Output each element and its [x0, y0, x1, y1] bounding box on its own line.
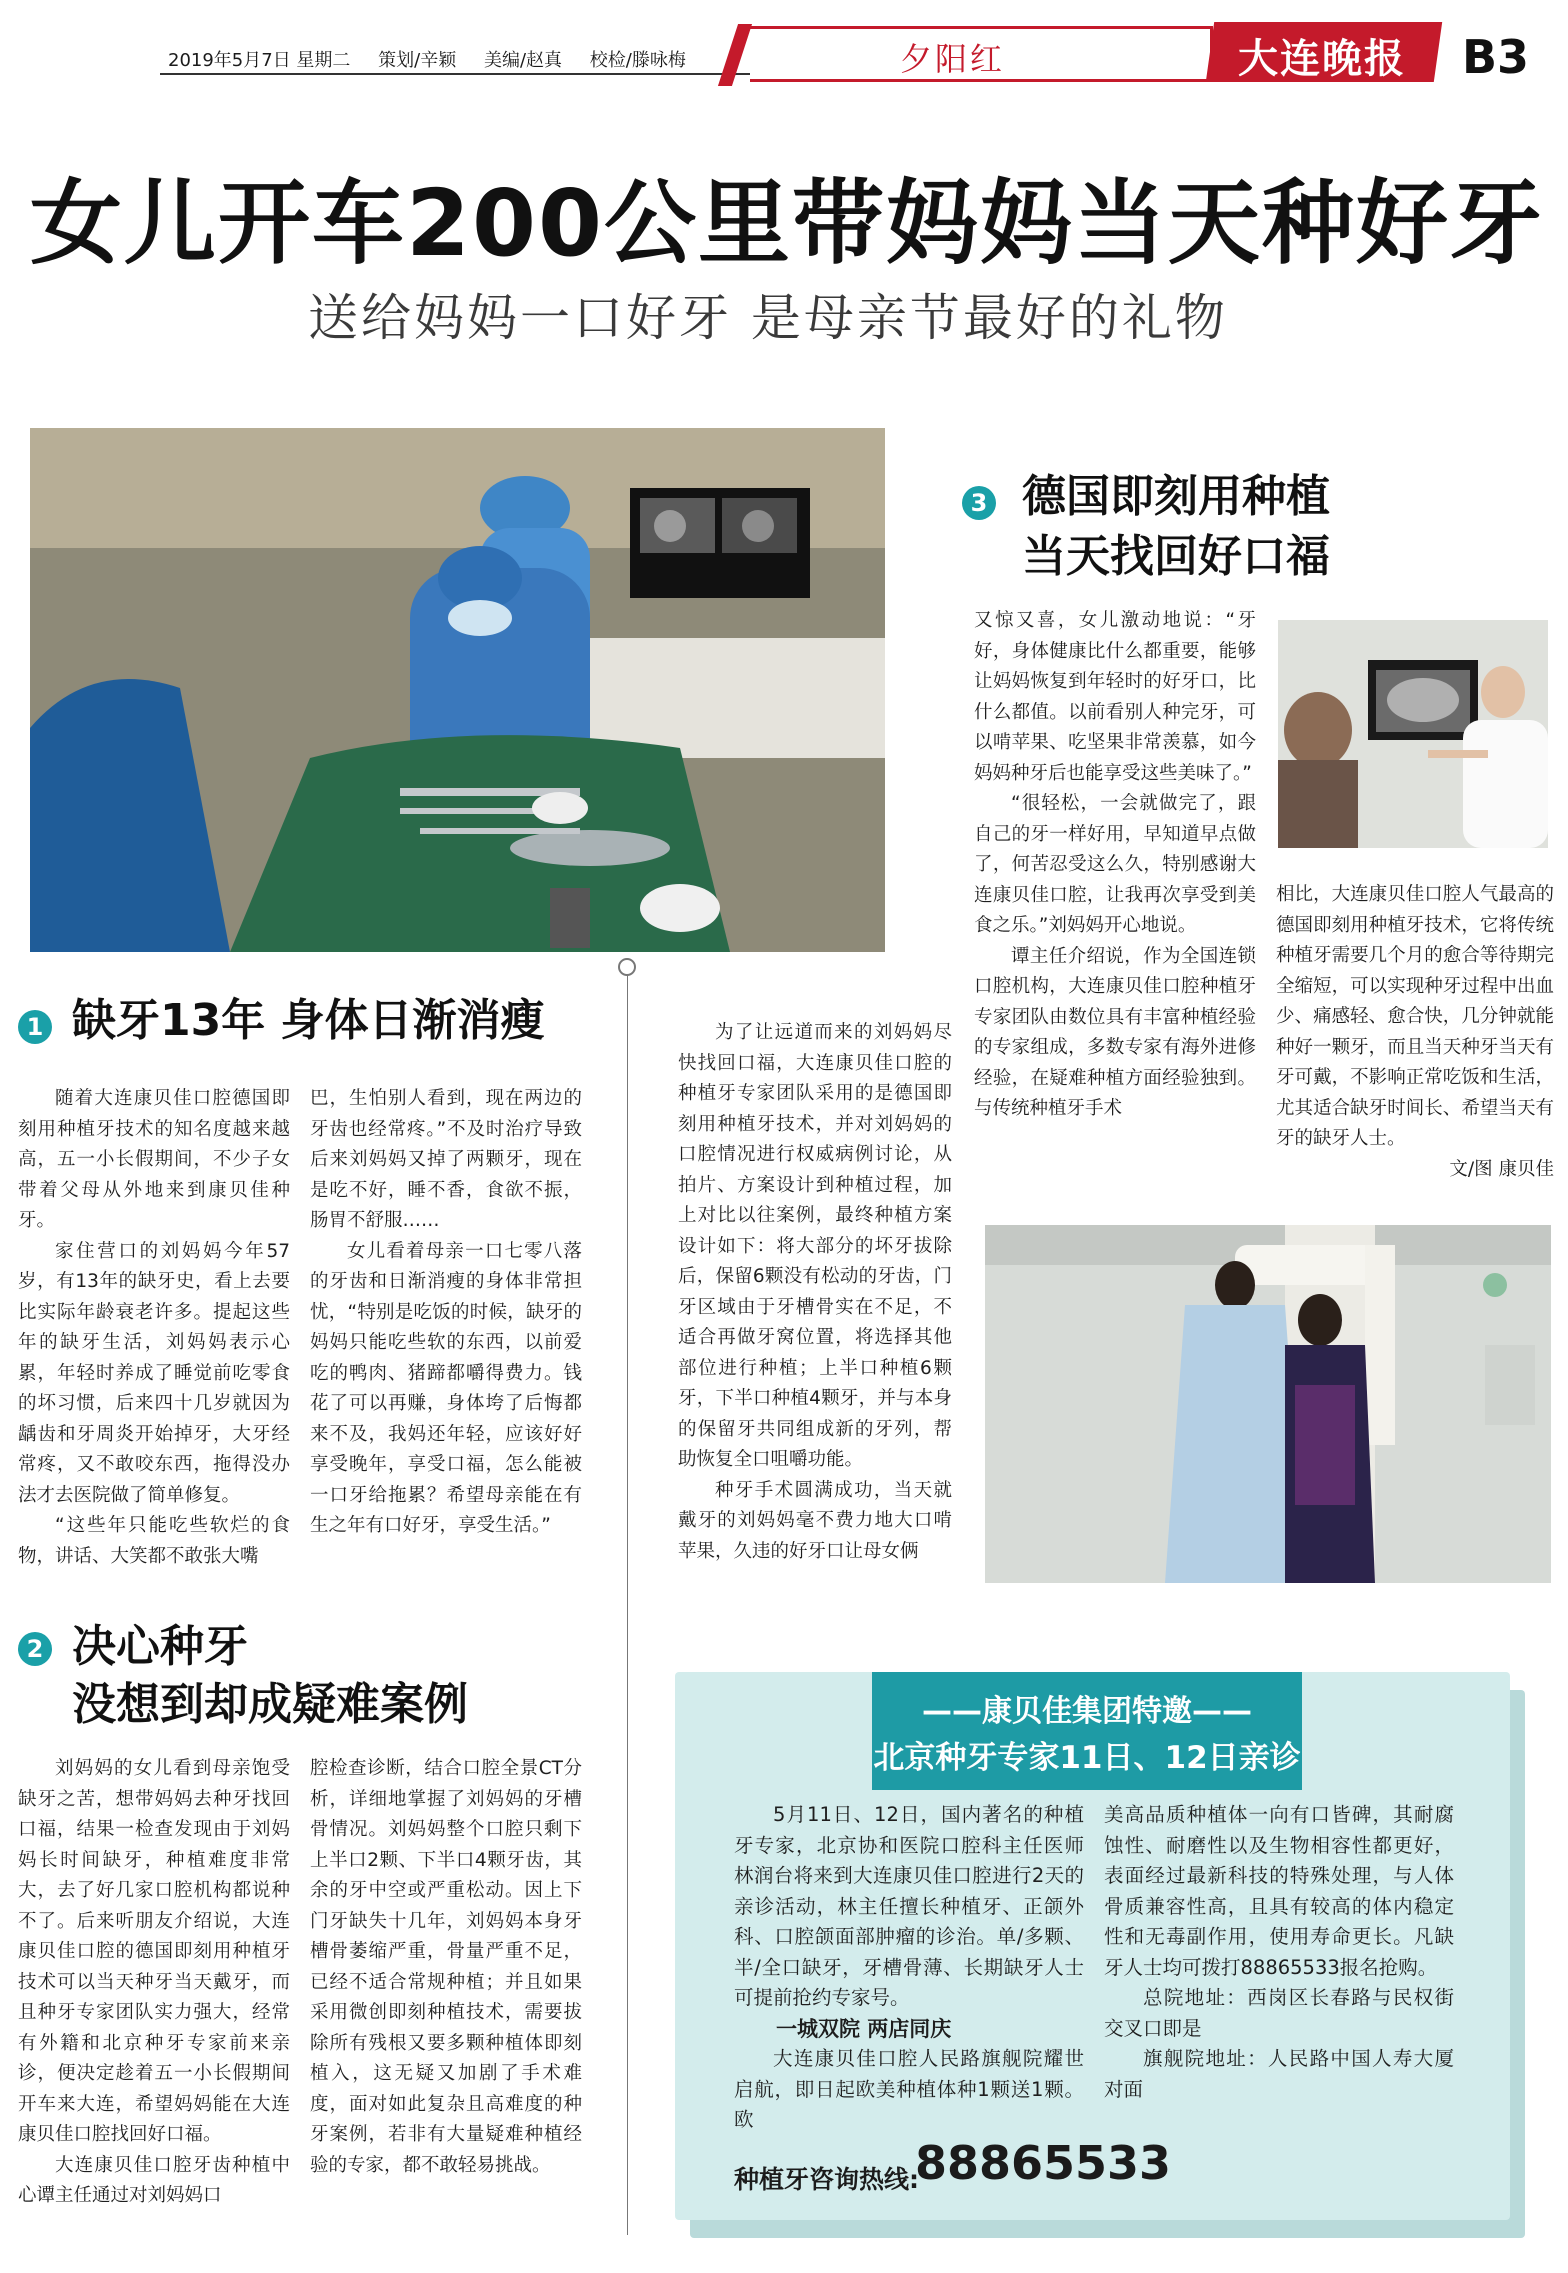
editor-credit: 美编/赵真: [483, 50, 563, 71]
paragraph: “很轻松，一会就做完了，跟自己的牙一样好用，早知道早点做了，何苦忍受这么久，特别感谢大连康贝佳口腔，让我再次享受到美食之乐。”刘妈妈开心地说。: [974, 793, 1256, 936]
paragraph: “这些年只能吃些软烂的食物，讲话、大笑都不敢张大嘴: [18, 1515, 290, 1567]
paragraph: 美高品质种植体一向有口皆碑，其耐腐蚀性、耐磨性以及生物相容性都更好，表面经过最新科技的特殊处理，与人体骨质兼容性高，且具有较高的体内稳定性和无毒副作用，使用寿命更长。凡缺牙人士均可拨打88865533报名抢购。: [1104, 1803, 1454, 1979]
section-3-column-2: [1276, 880, 1554, 1185]
promo-column-1: [734, 1800, 1084, 2136]
paragraph: 刘妈妈的女儿看到母亲饱受缺牙之苦，想带妈妈去种牙找回口福，结果一检查发现由于刘妈妈长时间缺牙，种植难度非常大，去了好几家口腔机构都说种不了。后来听朋友介绍说，大连康贝佳口腔的德国即刻用种植牙技术可以当天种牙当天戴牙，而且种牙专家团队实力强大，经常有外籍和北京种牙专家前来亲诊，便决定趁着五一小长假期间开车来大连，希望妈妈能在大连康贝佳口腔找回好口福。: [18, 1758, 290, 2145]
paragraph: 随着大连康贝佳口腔德国即刻用种植牙技术的知名度越来越高，五一小长假期间，不少子女带着父母从外地来到康贝佳种牙。: [18, 1088, 290, 1231]
issue-date: 2019年5月7日 星期二: [168, 50, 351, 71]
divider-ornament: [618, 958, 636, 976]
paragraph: 大连康贝佳口腔牙齿种植中心谭主任通过对刘妈妈口: [18, 2154, 290, 2206]
promo-title-line2: 北京种牙专家11日、12日亲诊: [873, 1740, 1301, 1776]
paragraph: 为了让远道而来的刘妈妈尽快找回口福，大连康贝佳口腔的种植牙专家团队采用的是德国即刻用种植牙技术，并对刘妈妈的口腔情况进行权威病例讨论，从拍片、方案设计到种植过程，加上对比以往案例，最终种植方案设计如下：将大部分的坏牙拔除后，保留6颗没有松动的牙齿，门牙区域由于牙槽骨实在不足，不适合再做牙窝位置，将选择其他部位进行种植；上半口种植6颗牙，下半口种植4颗牙，并与本身的保留牙共同组成新的牙列，帮助恢复全口咀嚼功能。: [678, 1022, 952, 1470]
section-1-column-1: [18, 1084, 290, 1572]
paragraph: 腔检查诊断，结合口腔全景CT分析，详细地掌握了刘妈妈的牙槽骨情况。刘妈妈整个口腔只剩下上半口2颗、下半口4颗牙齿，其余的牙中空或严重松动。因上下门牙缺失十几年，刘妈妈本身牙槽骨萎缩严重，骨量严重不足，已经不适合常规种植；并且如果采用微创即刻种植技术，需要拔除所有残根又要多颗种植体即刻植入，这无疑又加剧了手术难度，面对如此复杂且高难度的种牙案例，若非有大量疑难种植经验的专家，都不敢轻易挑战。: [310, 1758, 582, 2176]
section-1-column-2: [310, 1084, 582, 1542]
paragraph: 相比，大连康贝佳口腔人气最高的德国即刻用种植牙技术，它将传统种植牙需要几个月的愈合等待期完全缩短，可以实现种牙过程中出血少、痛感轻、愈合快，几分钟就能种好一颗牙，而且当天种牙当天有牙可戴，不影响正常吃饭和生活，尤其适合缺牙时间长、希望当天有牙的缺牙人士。: [1276, 884, 1554, 1149]
sub-headline: 送给妈妈一口好牙 是母亲节最好的礼物: [308, 289, 1228, 347]
paragraph: 种牙手术圆满成功，当天就戴牙的刘妈妈毫不费力地大口啃苹果，久违的好牙口让母女俩: [678, 1479, 952, 1562]
main-clinic-address: 总院地址：西岗区长春路与民权街交叉口即是: [1104, 1986, 1454, 2040]
page-number: B3: [1462, 30, 1530, 84]
paragraph: 谭主任介绍说，作为全国连锁口腔机构，大连康贝佳口腔种植牙专家团队由数位具有丰富种植经验的专家组成，多数专家有海外进修经验，在疑难种植方面经验独到。与传统种植牙手术: [974, 945, 1256, 1119]
section-3-title-line2: 当天找回好口福: [1022, 531, 1330, 582]
paragraph: 大连康贝佳口腔人民路旗舰院耀世启航，即日起欧美种植体种1颗送1颗。欧: [734, 2047, 1084, 2131]
paragraph: 5月11日、12日，国内著名的种植牙专家，北京协和医院口腔科主任医师林润台将来到大连康贝佳口腔进行2天的亲诊活动，林主任擅长种植牙、正颌外科、口腔颌面部肿瘤的诊治。单/多颗、半/全口缺牙，牙槽骨薄、长期缺牙人士可提前抢约专家号。: [734, 1803, 1084, 2009]
xray-consultation-photo: [1278, 620, 1548, 848]
section-2-column-1: [18, 1754, 290, 2212]
section-2-title-line2: 没想到却成疑难案例: [72, 1679, 468, 1730]
paragraph: 又惊又喜，女儿激动地说：“牙好，身体健康比什么都重要，能够让妈妈恢复到年轻时的好牙口，比什么都值。以前看别人种完牙，可以啃苹果、吃坚果非常羡慕，如今妈妈种牙后也能享受这些美味了。”: [974, 610, 1256, 784]
paragraph: 巴，生怕别人看到，现在两边的牙齿也经常疼。”不及时治疗导致后来刘妈妈又掉了两颗牙，现在是吃不好，睡不香，食欲不振，肠胃不舒服……: [310, 1088, 582, 1231]
section-3-badge: 3: [962, 486, 996, 520]
planner-credit: 策划/辛颖: [378, 50, 457, 71]
paragraph: 家住营口的刘妈妈今年57岁，有13年的缺牙史，看上去要比实际年龄衰老许多。提起这些年的缺牙生活，刘妈妈表示心累，年轻时养成了睡觉前吃零食的坏习惯，后来四十几岁就因为龋齿和牙周炎开始掉牙，大牙经常疼，又不敢咬东西，拖得没办法才去医院做了简单修复。: [18, 1240, 290, 1506]
main-headline: 女儿开车200公里带妈妈当天种好牙: [30, 170, 1545, 277]
header-rule: [160, 73, 755, 75]
section-2-badge: 2: [18, 1632, 52, 1666]
panoramic-xray-machine-photo: [985, 1225, 1551, 1583]
section-slash: [718, 24, 752, 86]
hotline-label: 种植牙咨询热线:: [734, 2165, 919, 2194]
section-1-title: 缺牙13年 身体日渐消瘦: [72, 995, 545, 1046]
section-1-badge: 1: [18, 1010, 52, 1044]
promo-subheading: 一城双院 两店同庆: [776, 2016, 952, 2041]
flagship-clinic-address: 旗舰院地址：人民路中国人寿大厦对面: [1104, 2047, 1454, 2101]
column-divider: [627, 970, 628, 2235]
section-2-column-2: [310, 1754, 582, 2181]
promo-title-line1: ——康贝佳集团特邀——: [922, 1694, 1252, 1729]
section-2-title-line1: 决心种牙: [72, 1621, 248, 1672]
hotline-number: 88865533: [915, 2136, 1172, 2190]
proofread-credit: 校检/滕咏梅: [589, 50, 686, 71]
section-3-title-line1: 德国即刻用种植: [1022, 471, 1330, 522]
section-3-column-1: [974, 606, 1256, 1125]
article-credit: 文/图 康贝佳: [1449, 1158, 1554, 1180]
header-meta: [168, 46, 708, 72]
paragraph: 女儿看着母亲一口七零八落的牙齿和日渐消瘦的身体非常担忧，“特别是吃饭的时候，缺牙的妈妈只能吃些软的东西，以前爱吃的鸭肉、猪蹄都嚼得费力。钱花了可以再赚，身体垮了后悔都来不及，我妈还年轻，应该好好享受晚年，享受口福，怎么能被一口牙给拖累？希望母亲能在有生之年有口好牙，享受生活。”: [310, 1240, 582, 1536]
middle-column: [678, 1018, 952, 1567]
promo-column-2: [1104, 1800, 1454, 2105]
newspaper-logo: 大连晚报: [1238, 35, 1406, 82]
section-name: 夕阳红: [900, 40, 1006, 78]
dental-surgery-photo: [30, 428, 885, 952]
